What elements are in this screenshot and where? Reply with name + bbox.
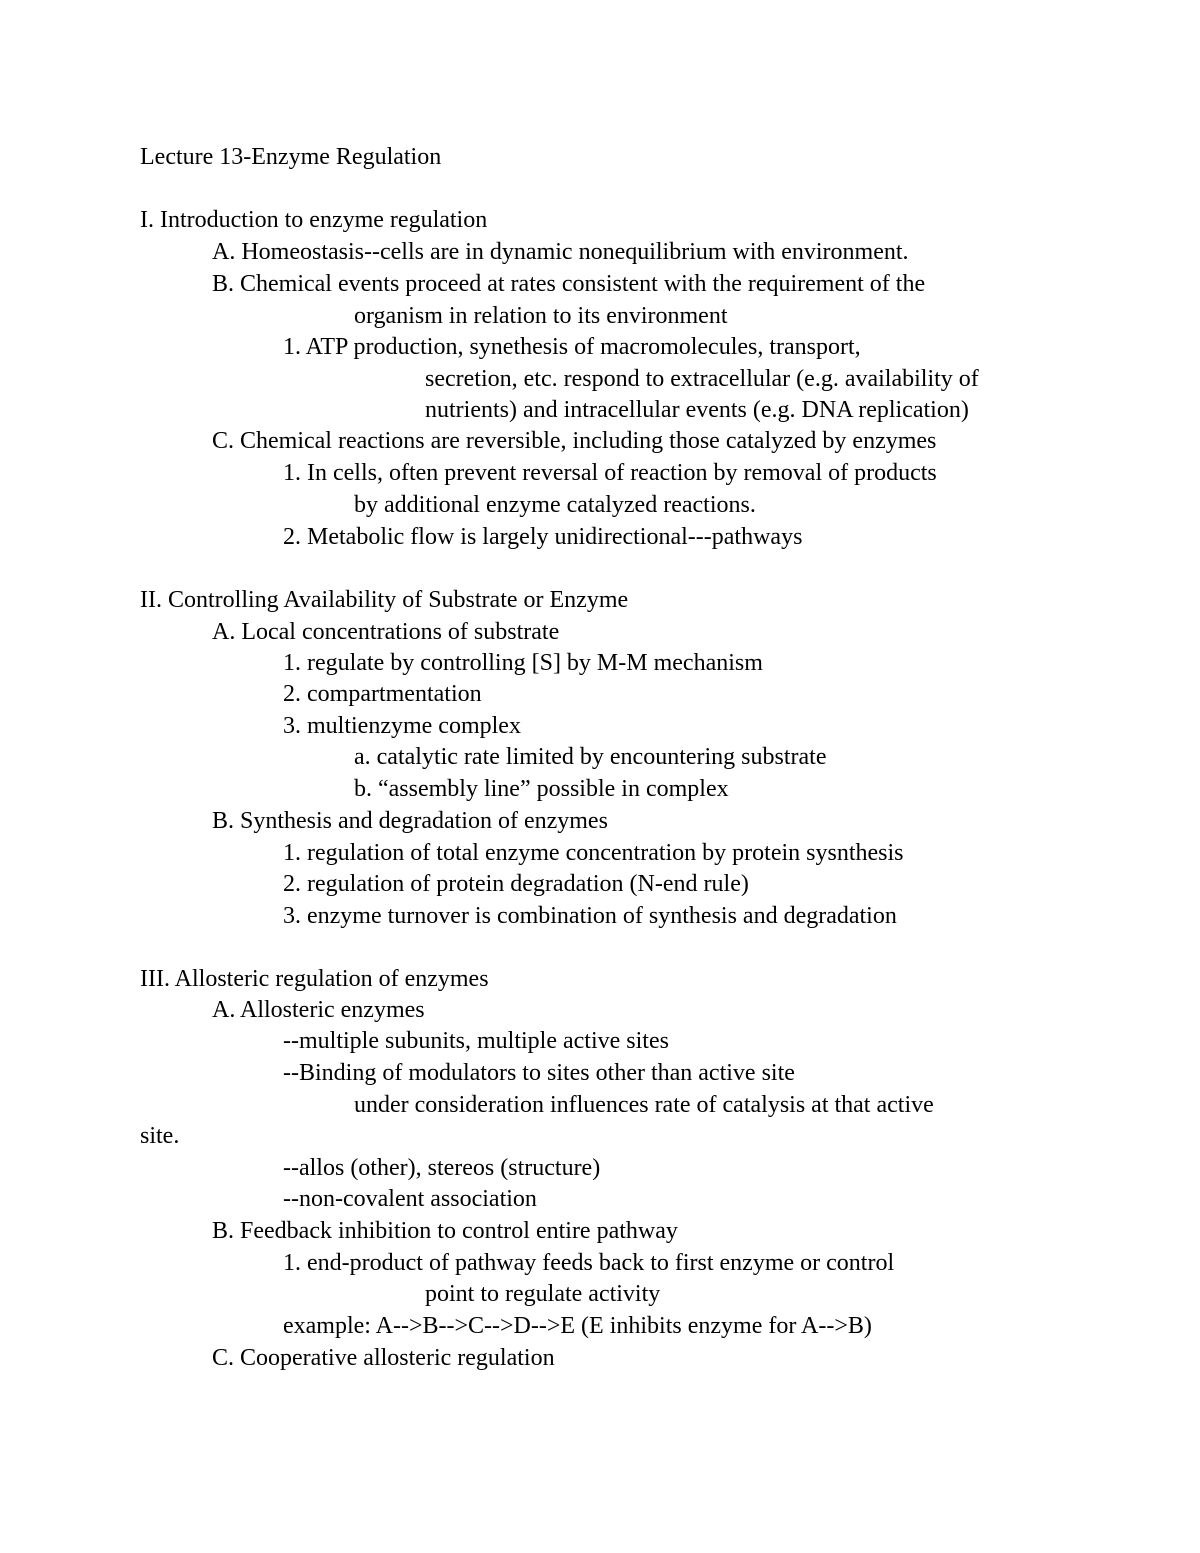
outline-subsubitem: b. “assembly line” possible in complex: [354, 776, 729, 802]
outline-item: A. Local concentrations of substrate: [212, 619, 560, 645]
outline-item: B. Feedback inhibition to control entire pathway: [212, 1218, 678, 1244]
outline-subitem-continuation: secretion, etc. respond to extracellular (e.g. availability of: [425, 366, 979, 392]
outline-item: A. Homeostasis--cells are in dynamic nonequilibrium with environment.: [212, 239, 909, 265]
outline-bullet-continuation: under consideration influences rate of catalysis at that active: [354, 1092, 934, 1118]
outline-item: C. Chemical reactions are reversible, including those catalyzed by enzymes: [212, 428, 937, 454]
outline-subitem-continuation: by additional enzyme catalyzed reactions.: [354, 492, 756, 518]
outline-item: C. Cooperative allosteric regulation: [212, 1345, 555, 1371]
outline-subitem: 3. enzyme turnover is combination of synthesis and degradation: [283, 903, 897, 929]
outline-item: B. Chemical events proceed at rates consistent with the requirement of the: [212, 271, 926, 297]
outline-subitem-continuation: nutrients) and intracellular events (e.g. DNA replication): [425, 397, 969, 423]
outline-bullet: --allos (other), stereos (structure): [283, 1155, 601, 1181]
outline-bullet-continuation: site.: [140, 1123, 180, 1149]
outline-subitem: 1. regulation of total enzyme concentration by protein sysnthesis: [283, 840, 904, 866]
outline-subitem: 1. end-product of pathway feeds back to first enzyme or control: [283, 1250, 895, 1276]
outline-subitem: 2. regulation of protein degradation (N-end rule): [283, 871, 749, 897]
outline-subitem-continuation: point to regulate activity: [425, 1281, 661, 1307]
outline-subitem: 3. multienzyme complex: [283, 713, 521, 739]
section-heading: III. Allosteric regulation of enzymes: [140, 966, 489, 992]
outline-bullet: --Binding of modulators to sites other than active site: [283, 1060, 795, 1086]
outline-item: A. Allosteric enzymes: [212, 997, 425, 1023]
section-heading: I. Introduction to enzyme regulation: [140, 207, 488, 233]
outline-bullet: --non-covalent association: [283, 1186, 537, 1212]
document-title: Lecture 13-Enzyme Regulation: [140, 144, 442, 170]
outline-subitem: 1. ATP production, synethesis of macromolecules, transport,: [283, 334, 861, 360]
outline-subitem: 1. regulate by controlling [S] by M-M mechanism: [283, 650, 763, 676]
outline-subitem: 2. compartmentation: [283, 681, 482, 707]
outline-subitem: 1. In cells, often prevent reversal of reaction by removal of products: [283, 460, 937, 486]
outline-item-continuation: organism in relation to its environment: [354, 303, 728, 329]
outline-subitem: 2. Metabolic flow is largely unidirectional---pathways: [283, 524, 803, 550]
outline-subsubitem: a. catalytic rate limited by encountering substrate: [354, 744, 827, 770]
section-heading: II. Controlling Availability of Substrate or Enzyme: [140, 587, 629, 613]
outline-example: example: A-->B-->C-->D-->E (E inhibits enzyme for A-->B): [283, 1313, 872, 1339]
outline-item: B. Synthesis and degradation of enzymes: [212, 808, 608, 834]
outline-bullet: --multiple subunits, multiple active sites: [283, 1028, 669, 1054]
